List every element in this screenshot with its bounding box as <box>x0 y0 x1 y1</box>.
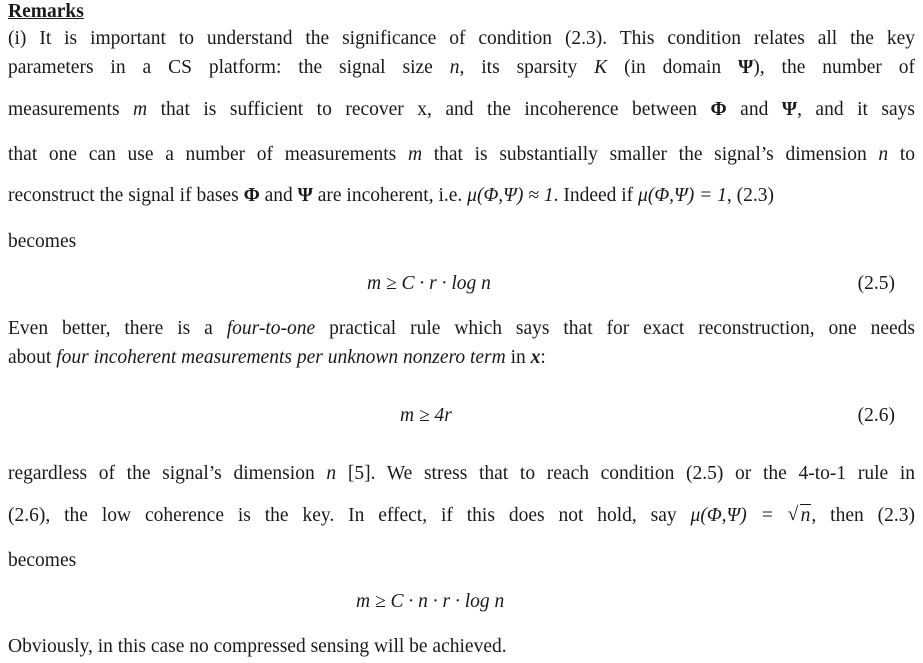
paragraph-4: Obviously, in this case no compressed sensing will be achieved. <box>8 636 507 657</box>
equation-2-5-label: (2.5) <box>857 273 895 294</box>
paragraph-1-line-6: becomes <box>8 231 77 252</box>
psi-symbol: Ψ <box>781 99 798 120</box>
paragraph-3-line-3: becomes <box>8 550 77 571</box>
equation-2-6-label: (2.6) <box>857 405 895 426</box>
paragraph-2-line-1: Even better, there is a four-to-one practical rule which says that for exact reconstruction, one needs <box>8 318 915 339</box>
paragraph-3-line-1: regardless of the signal’s dimension n [5]. We stress that to reach condition (2.5) or the 4-to-1 rule in <box>8 463 916 484</box>
paragraph-1-line-4: that one can use a number of measurements m that is substantially smaller the signal’s dimension n to <box>8 144 915 165</box>
mu-approx-one: μ(Φ,Ψ) ≈ 1 <box>467 185 554 206</box>
sqrt-n: √ n <box>788 504 812 528</box>
mu-equals-sqrt-n: μ(Φ,Ψ) = <box>690 505 788 526</box>
equation-2-5: m ≥ C · r · log n <box>367 273 491 294</box>
paragraph-1-line-2: parameters in a CS platform: the signal size n, its sparsity K (in domain Ψ), the number of <box>8 57 915 78</box>
paragraph-3-line-2: (2.6), the low coherence is the key. In effect, if this does not hold, say μ(Φ,Ψ) = √ n, then (2.3) <box>8 504 915 528</box>
mu-equals-one: μ(Φ,Ψ) = 1 <box>638 185 727 206</box>
paragraph-2-line-2: about four incoherent measurements per unknown nonzero term in x: <box>8 347 546 368</box>
paragraph-1-line-5: reconstruct the signal if bases Φ and Ψ are incoherent, i.e. μ(Φ,Ψ) ≈ 1. Indeed if μ(Φ,Ψ) = 1, (2.3) <box>8 185 775 206</box>
psi-symbol: Ψ <box>738 57 754 78</box>
paragraph-1-line-3: measurements m that is sufficient to recover x, and the incoherence between Φ and Ψ, and it says <box>8 99 915 120</box>
paragraph-1-line-1: (i) It is important to understand the significance of condition (2.3). This condition relates all the key <box>8 28 915 49</box>
remarks-heading: Remarks <box>8 1 84 22</box>
phi-symbol: Φ <box>710 99 727 120</box>
equation-2-7: m ≥ C · n · r · log n <box>356 591 505 612</box>
equation-2-6: m ≥ 4r <box>400 405 452 426</box>
